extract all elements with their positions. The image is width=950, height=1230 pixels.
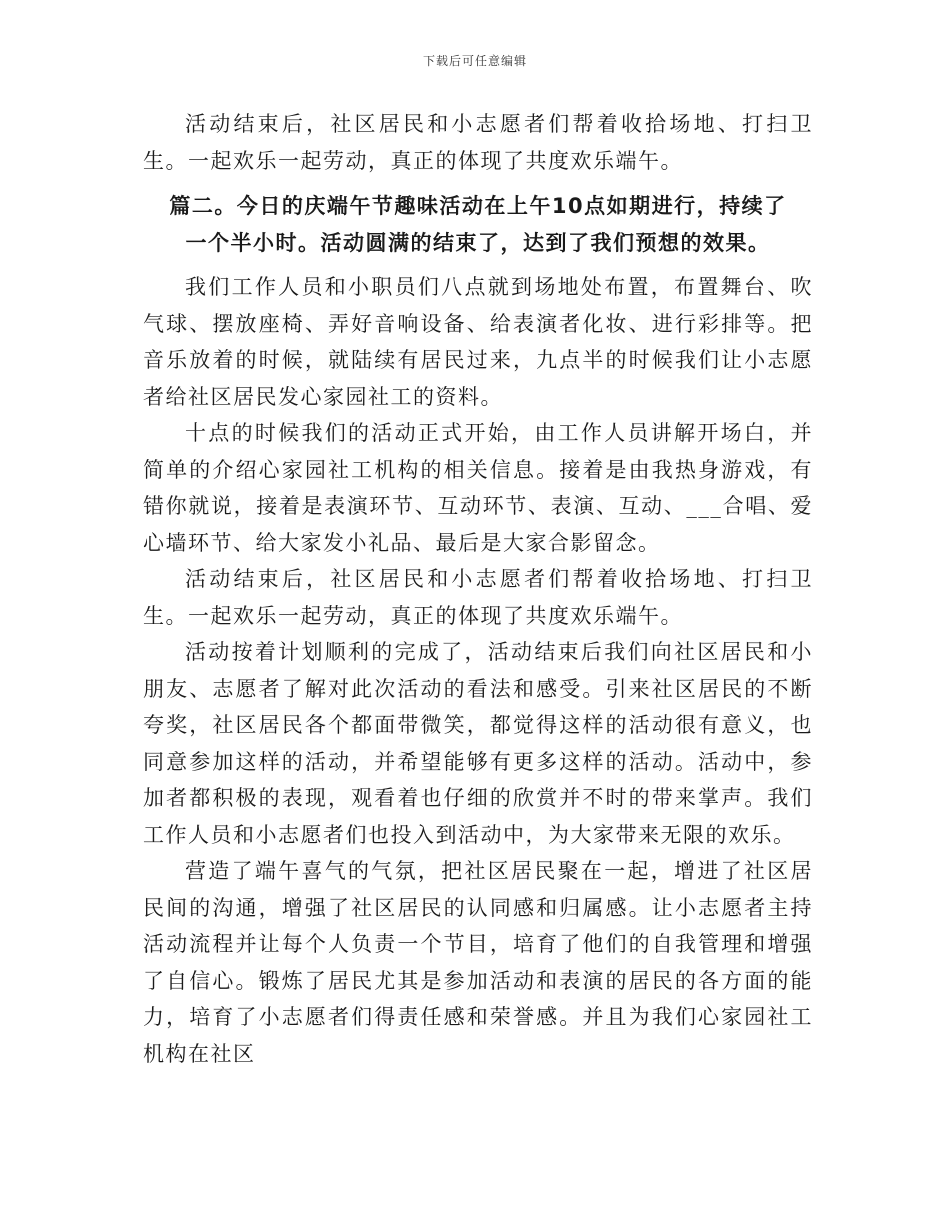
paragraph-setup: 我们工作人员和小职员们八点就到场地处布置，布置舞台、吹气球、摆放座椅、弄好音响设备、给表演者化妆、进行彩排等。把音乐放着的时候，就陆续有居民过来，九点半的时候我们让小志愿者给社区居民发心家园社工的资料。 (143, 275, 813, 409)
paragraph-outcome: 营造了端午喜气的气氛，把社区居民聚在一起，增进了社区居民间的沟通，增强了社区居民的认同感和归属感。让小志愿者主持活动流程并让每个人负责一个节目，培育了他们的自我管理和增强了自信心。锻炼了居民尤其是参加活动和表演的居民的各方面的能力，培育了小志愿者们得责任感和荣誉感。并且为我们心家园社工机构在社区 (143, 859, 813, 1066)
section-heading-line-2: 一个半小时。活动圆满的结束了，达到了我们预想的效果。 (185, 231, 771, 255)
paragraph-feedback: 活动按着计划顺利的完成了，活动结束后我们向社区居民和小朋友、志愿者了解对此次活动的看法和感受。引来社区居民的不断夸奖，社区居民各个都面带微笑，都觉得这样的活动很有意义，也同意参加这样的活动，并希望能够有更多这样的活动。活动中，参加者都积极的表现，观看着也仔细的欣赏并不时的带来掌声。我们工作人员和小志愿者们也投入到活动中，为大家带来无限的欢乐。 (143, 640, 813, 847)
paragraph-cleanup: 活动结束后，社区居民和小志愿者们帮着收拾场地、打扫卫生。一起欢乐一起劳动，真正的体现了共度欢乐端午。 (143, 567, 813, 628)
page-header: 下载后可任意编辑 (422, 54, 527, 68)
paragraph-program: 十点的时候我们的活动正式开始，由工作人员讲解开场白，并简单的介绍心家园社工机构的相关信息。接着是由我热身游戏，有错你就说，接着是表演环节、互动环节、表演、互动、___合唱、爱心墙环节、给大家发小礼品、最后是大家合影留念。 (143, 421, 813, 555)
paragraph-activity-end: 活动结束后，社区居民和小志愿者们帮着收拾场地、打扫卫生。一起欢乐一起劳动，真正的体现了共度欢乐端午。 (143, 112, 813, 173)
section-heading (143, 188, 813, 262)
section-heading-line-1: 篇二。今日的庆端午节趣味活动在上午10点如期进行，持续了 (169, 194, 787, 218)
document-body (143, 106, 813, 1072)
